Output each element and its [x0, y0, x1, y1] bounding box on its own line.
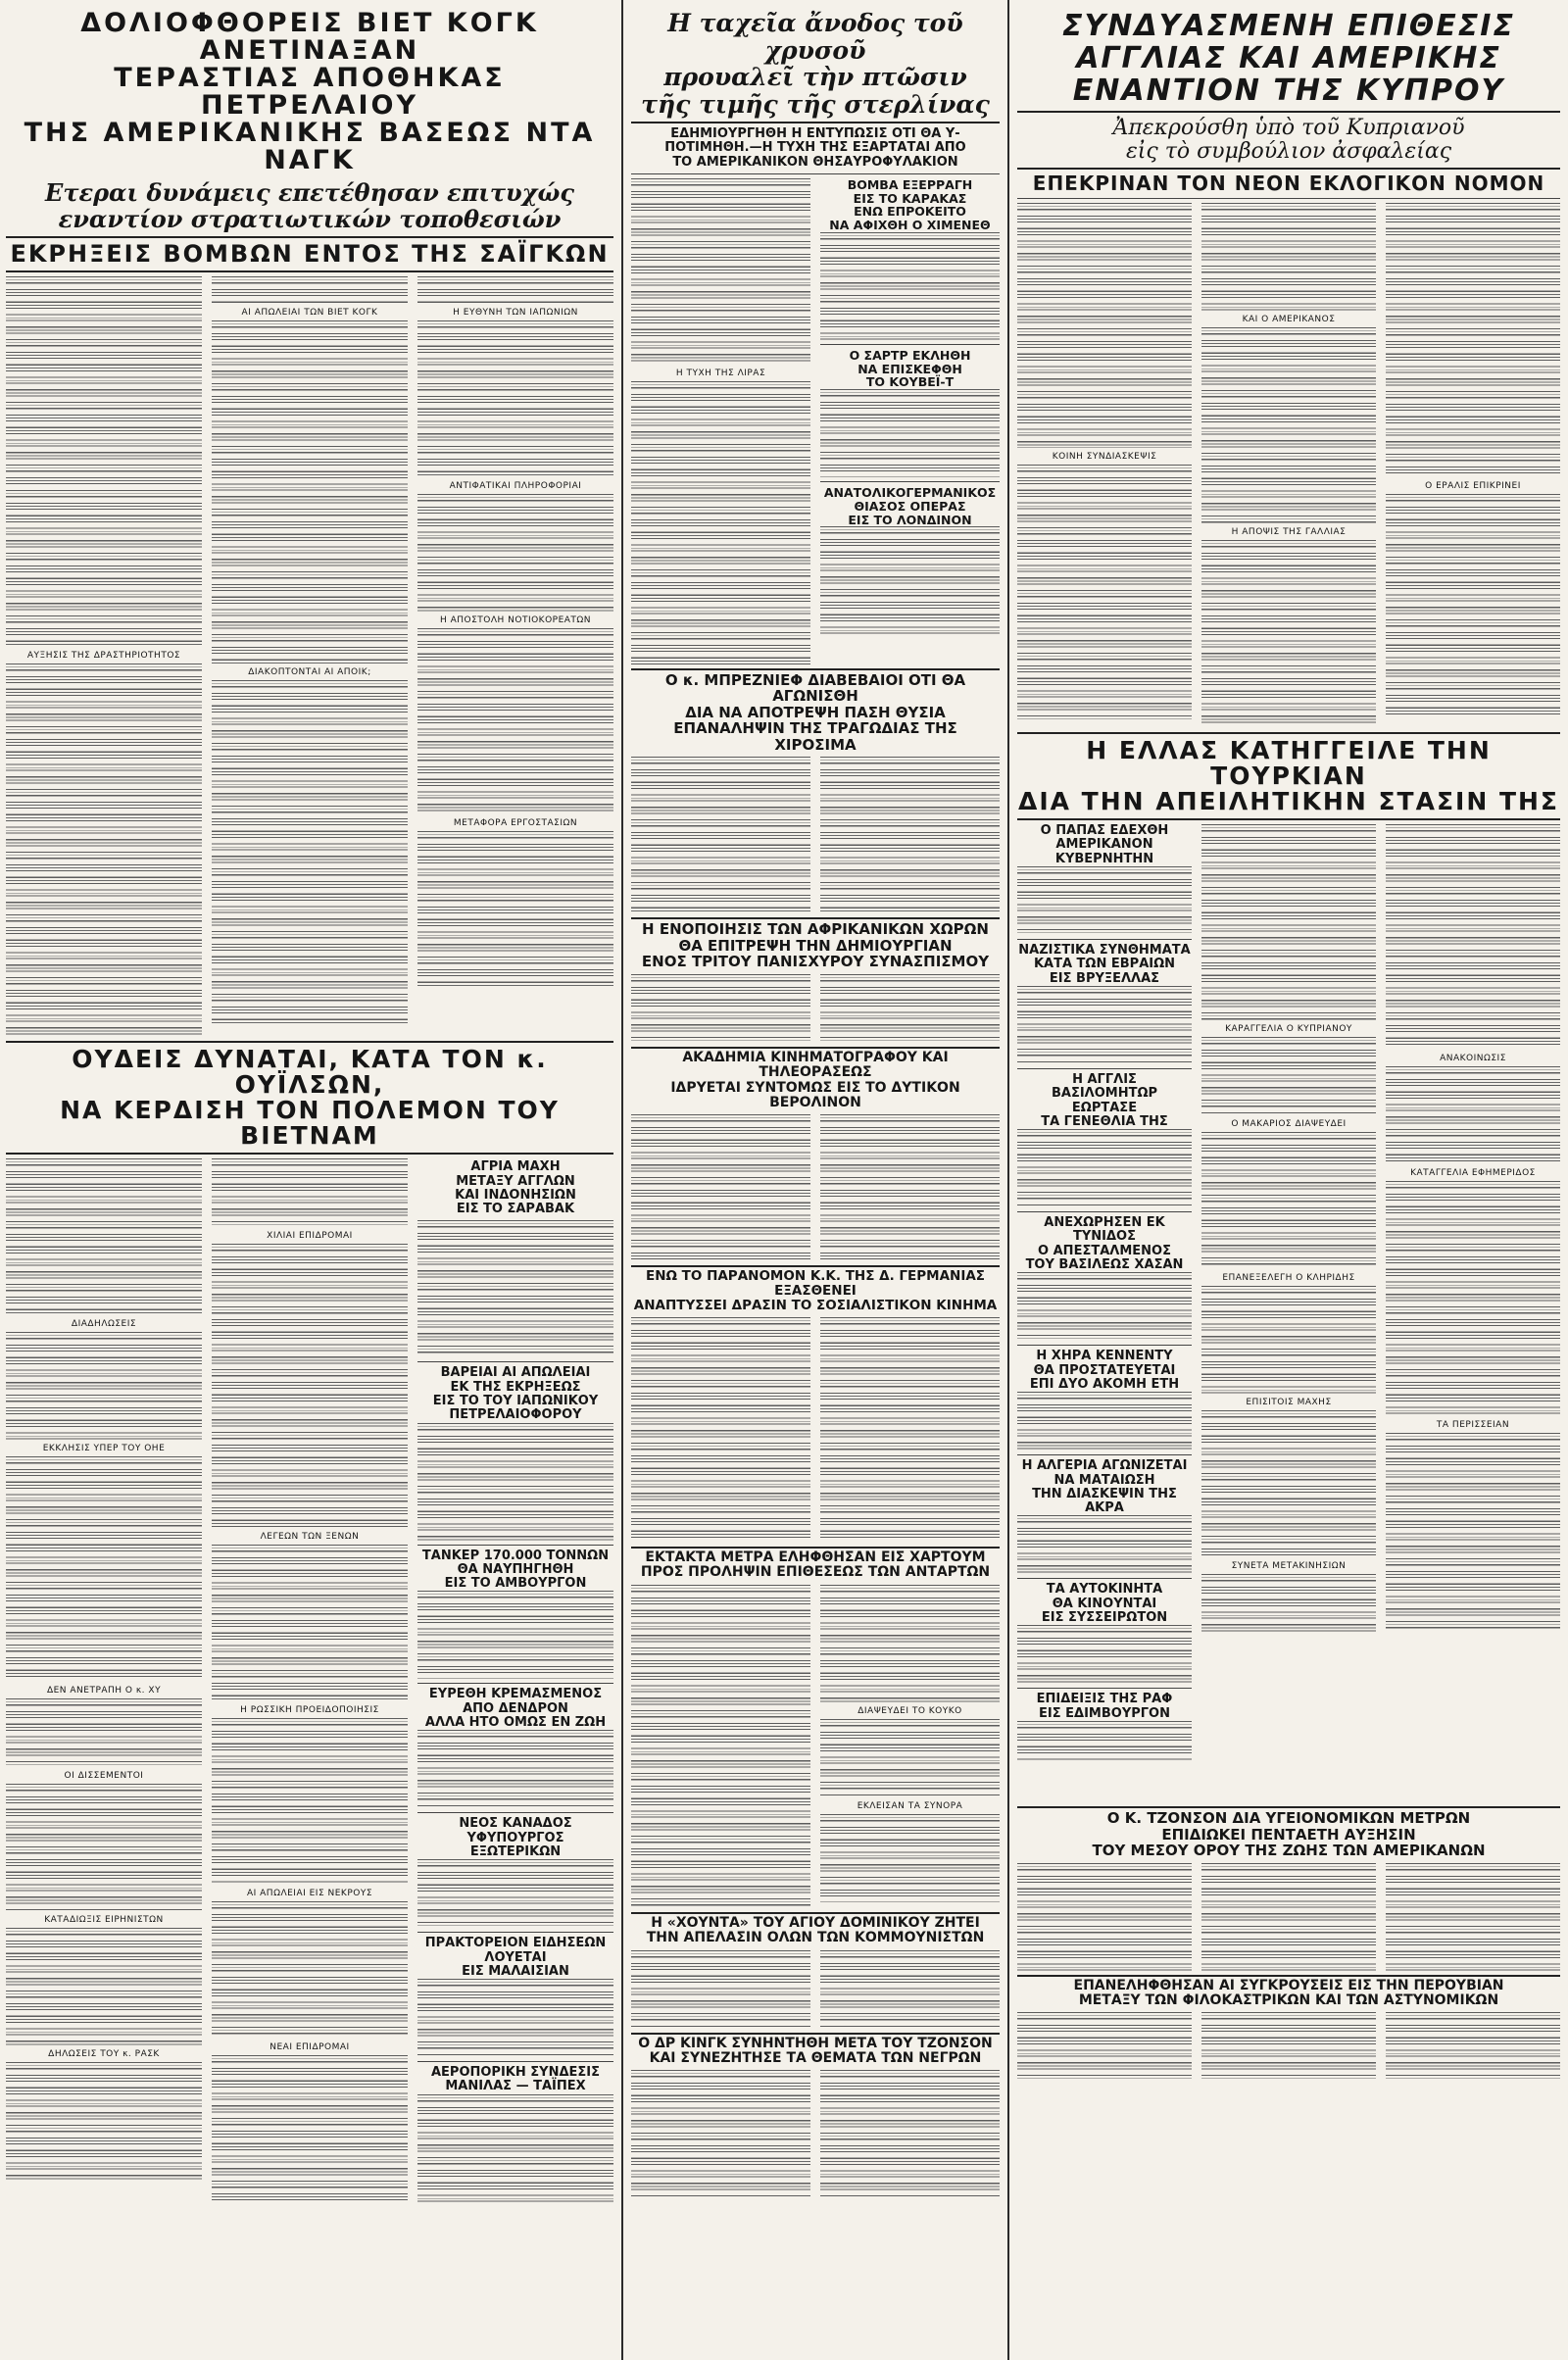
box-headline: ΚΥΒΕΡΝΗΤΗΝ: [1054, 851, 1154, 866]
section-subhead: ΑΙ ΑΠΩΛΕΙΑΙ ΕΙΣ ΝΕΚΡΟΥΣ: [246, 1889, 373, 1899]
body-text-block: [1386, 1863, 1560, 1971]
column-right: [1013, 0, 1564, 2360]
box-headline: ΕΝΩ ΕΠΡΟΚΕΙΤΟ: [854, 204, 966, 220]
body-text-block: [6, 1698, 202, 1767]
body-text-block: [631, 1114, 810, 1261]
headline-line: Ο κ. ΜΠΡΕΖΝΙΕΦ ΔΙΑΒΕΒΑΙΟΙ ΟΤΙ ΘΑ ΑΓΩΝΙΣΘΗ: [664, 670, 966, 706]
box-sartre: [820, 349, 1000, 389]
headline-line: ΚΑΙ ΣΥΝΕΖΗΤΗΣΕ ΤΑ ΘΕΜΑΤΑ ΤΩΝ ΝΕΓΡΩΝ: [649, 2049, 982, 2066]
body-text-block: [1201, 824, 1376, 1020]
box-headline: ΝΑ ΜΑΤΑΙΩΣΗ: [1054, 1472, 1155, 1488]
section-subhead: ΚΑΡΑΓΓΕΛΙΑ Ο ΚΥΠΡΙΑΝΟΥ: [1225, 1024, 1352, 1035]
section-subhead: ΟΙ ΔΙΣΣΕΜΕΝΤΟΙ: [64, 1771, 144, 1782]
headline-line: ΑΚΑΔΗΜΙΑ ΚΙΝΗΜΑΤΟΓΡΑΦΟΥ ΚΑΙ ΤΗΛΕΟΡΑΣΕΩΣ: [682, 1049, 949, 1081]
body-text-block: [417, 1591, 613, 1679]
body-text-block: [820, 526, 1000, 634]
section-subhead: Ο ΕΡΑΛΙΣ ΕΠΙΚΡΙΝΕΙ: [1425, 481, 1521, 492]
section-subhead: ΑΝΤΙΦΑΤΙΚΑΙ ΠΛΗΡΟΦΟΡΙΑΙ: [449, 481, 582, 492]
box-headline: Η ΑΓΓΛΙΣ ΒΑΣΙΛΟΜΗΤΩΡ: [1051, 1071, 1158, 1102]
body-text-block: [820, 1950, 1000, 2029]
box-headline: ΜΕΤΑΞΥ ΑΓΓΛΩΝ: [456, 1173, 575, 1189]
section-subhead: ΕΚΛΕΙΣΑΝ ΤΑ ΣΥΝΟΡΑ: [857, 1800, 963, 1811]
body-text-block: [631, 1950, 810, 2029]
body-text-block: [417, 1979, 613, 2057]
box-headline: ΕΩΡΤΑΣΕ: [1071, 1100, 1138, 1115]
box-kennedy-widow: [1017, 1350, 1192, 1392]
body-text-block: [1201, 1863, 1376, 1971]
section-subhead: ΔΙΑΚΟΠΤΟΝΤΑΙ ΑΙ ΑΠΟΙΚ;: [248, 667, 371, 678]
box-headline: ΑΛΛΑ ΗΤΟ ΟΜΩΣ ΕΝ ΖΩΗ: [424, 1715, 607, 1731]
headline-line: ΑΝΑΠΤΥΣΣΕΙ ΔΡΑΣΙΝ ΤΟ ΣΟΣΙΑΛΙΣΤΙΚΟΝ ΚΙΝΗΜΑ: [633, 1298, 998, 1314]
body-text-block: [1386, 1433, 1560, 1629]
section-subhead: Ο ΜΑΚΑΡΙΟΣ ΔΙΑΨΕΥΔΕΙ: [1231, 1119, 1347, 1130]
body-text-block: [1386, 494, 1560, 719]
body-text-block: [212, 2055, 408, 2202]
body-text-block: [1017, 866, 1192, 935]
box-queen-mother: [1017, 1073, 1192, 1129]
body-text-block: [6, 276, 202, 484]
section-subhead: ΧΙΛΙΑΙ ΕΠΙΔΡΟΜΑΙ: [267, 1231, 353, 1242]
body-text-block: [1017, 1272, 1192, 1341]
body-text-block: [631, 381, 810, 665]
box-headline: ΜΑΝΙΛΑΣ — ΤΑΪΠΕΧ: [445, 2079, 586, 2094]
article-german-socialism: [627, 1267, 1004, 1543]
article-brezhnev: [627, 670, 1004, 914]
box-headline: ΘΙΑΣΟΣ ΟΠΕΡΑΣ: [854, 498, 966, 514]
body-text-block: [1201, 540, 1376, 726]
headline-line: ΔΙΑ ΤΗΝ ΑΠΕΙΛΗΤΙΚΗΝ ΣΤΑΣΙΝ ΤΗΣ: [1017, 787, 1560, 816]
body-text-block: [820, 1114, 1000, 1261]
article-king: [627, 2035, 1004, 2198]
box-headline: ΚΑΙ ΙΝΔΟΝΗΣΙΩΝ: [455, 1187, 576, 1203]
headline-line: ΕΝΩ ΤΟ ΠΑΡΑΝΟΜΟΝ Κ.Κ. ΤΗΣ Δ. ΓΕΡΜΑΝΙΑΣ ΕΞΑΣΘΕΝΕΙ: [645, 1268, 986, 1300]
box-headline: ΤΟ ΚΟΥΒΕΪ-Τ: [865, 374, 955, 390]
headline-line: ΑΓΓΛΙΑΣ ΚΑΙ ΑΜΕΡΙΚΗΣ: [1076, 41, 1501, 75]
body-text-block: [631, 178, 810, 365]
box-headline: ΕΚ ΤΗΣ ΕΚΡΗΞΕΩΣ: [450, 1379, 581, 1395]
body-text-block: [212, 1545, 408, 1701]
section-subhead: ΚΑΙ Ο ΑΜΕΡΙΚΑΝΟΣ: [1242, 315, 1336, 325]
subheadline: ΕΚΡΗΞΕΙΣ ΒΟΜΒΩΝ ΕΝΤΟΣ ΤΗΣ ΣΑΪΓΚΩΝ: [10, 240, 610, 269]
article-wilson: [2, 1043, 617, 2360]
body-text-block: [820, 232, 1000, 340]
article-peru: [1013, 1977, 1564, 2082]
headline-line: ΕΚΤΑΚΤΑ ΜΕΤΡΑ ΕΛΗΦΘΗΣΑΝ ΕΙΣ ΧΑΡΤΟΥΜ: [645, 1549, 986, 1565]
headline-line: ΙΔΡΥΕΤΑΙ ΣΥΝΤΟΜΩΣ ΕΙΣ ΤΟ ΔΥΤΙΚΟΝ ΒΕΡΟΛΙΝΟΝ: [670, 1079, 960, 1111]
body-text-block: [417, 1859, 613, 1928]
section-subhead: ΛΕΓΕΩΝ ΤΩΝ ΞΕΝΩΝ: [260, 1532, 360, 1543]
body-text-block: [820, 1317, 1000, 1543]
section-subhead: ΝΕΑΙ ΕΠΙΔΡΟΜΑΙ: [270, 2042, 350, 2053]
body-text-block: [417, 1423, 613, 1541]
box-headline: ΤΑ ΓΕΝΕΘΛΙΑ ΤΗΣ: [1041, 1113, 1168, 1129]
column-left: [2, 0, 617, 2360]
body-text-block: [1201, 2012, 1376, 2081]
box-headline: ΤΑΝΚΕΡ 170.000 ΤΟΝΝΩΝ: [421, 1548, 610, 1563]
subheadline: ΕΠΕΚΡΙΝΑΝ ΤΟΝ ΝΕΟΝ ΕΚΛΟΓΙΚΟΝ ΝΟΜΟΝ: [1032, 172, 1545, 196]
section-subhead: ΕΠΑΝΕΞΕΛΕΓΗ Ο ΚΛΗΡΙΔΗΣ: [1222, 1273, 1355, 1284]
body-text-block: [1386, 203, 1560, 477]
section-subhead: ΚΑΤΑΔΙΩΞΙΣ ΕΙΡΗΝΙΣΤΩΝ: [44, 1915, 164, 1926]
headline-line: Η ΕΛΛΑΣ ΚΑΤΗΓΓΕΙΛΕ ΤΗΝ ΤΟΥΡΚΙΑΝ: [1086, 736, 1492, 791]
body-text-block: [631, 1317, 810, 1543]
body-text-block: [417, 1220, 613, 1357]
section-subhead: ΚΟΙΝΗ ΣΥΝΔΙΑΣΚΕΨΙΣ: [1052, 452, 1157, 463]
section-subhead: ΕΚΚΛΗΣΙΣ ΥΠΕΡ ΤΟΥ ΟΗΕ: [42, 1444, 166, 1454]
body-text-block: [212, 276, 408, 304]
box-hanged-tree: [417, 1688, 613, 1730]
column-middle: [627, 0, 1004, 2360]
subheadline: ΕΔΗΜΙΟΥΡΓΗΘΗ Η ΕΝΤΥΠΩΣΙΣ ΟΤΙ ΘΑ Υ-: [670, 126, 960, 141]
section-subhead: ΔΕΝ ΑΝΕΤΡΑΠΗ Ο κ. ΧΥ: [46, 1686, 162, 1696]
body-text-block: [6, 490, 202, 647]
box-malaysia: [417, 1937, 613, 1979]
section-subhead: ΣΥΝΕΤΑ ΜΕΤΑΚΙΝΗΣΙΩΝ: [1231, 1561, 1347, 1572]
deck-line: Ετεραι δυνάμεις επετέθησαν επιτυχώς: [45, 178, 574, 208]
body-text-block: [1017, 986, 1192, 1064]
headline-line: ΕΠΑΝΕΛΗΦΘΗΣΑΝ ΑΙ ΣΥΓΚΡΟΥΣΕΙΣ ΕΙΣ ΤΗΝ ΠΕΡΟΥΒΙΑΝ: [1073, 1977, 1504, 1993]
body-text-block: [212, 1718, 408, 1885]
box-headline: ΑΕΡΟΠΟΡΙΚΗ ΣΥΝΔΕΣΙΣ: [430, 2065, 600, 2081]
box-headline: ΕΙΣ ΤΟ ΤΟΥ ΙΑΠΩΝΙΚΟΥ: [432, 1393, 599, 1408]
body-text-block: [1017, 2012, 1192, 2081]
box-headline: ΕΞΩΤΕΡΙΚΩΝ: [469, 1844, 562, 1859]
body-text-block: [212, 320, 408, 664]
headline-line: Η ΕΝΟΠΟΙΗΣΙΣ ΤΩΝ ΑΦΡΙΚΑΝΙΚΩΝ ΧΩΡΩΝ: [642, 920, 989, 939]
section-subhead: Η ΑΠΟΣΤΟΛΗ ΝΟΤΙΟΚΟΡΕΑΤΩΝ: [439, 615, 592, 626]
body-text-block: [1201, 1132, 1376, 1269]
headline-line: προυαλεῖ τὴν πτῶσιν: [663, 63, 967, 91]
body-text-block: [212, 1244, 408, 1528]
box-headline: ΠΡΑΚΤΟΡΕΙΟΝ ΕΙΔΗΣΕΩΝ: [424, 1936, 607, 1951]
article-cyprus: [1013, 0, 1564, 732]
box-headline: ΕΙΣ ΕΔΙΜΒΟΥΡΓΟΝ: [1039, 1705, 1170, 1721]
body-text-block: [1386, 824, 1560, 1050]
body-text-block: [417, 831, 613, 988]
body-text-block: [417, 1730, 613, 1808]
body-text-block: [417, 2094, 613, 2202]
box-headline: Ο ΠΑΠΑΣ ΕΔΕΧΘΗ: [1040, 823, 1169, 839]
headline-line: ΜΕΤΑΞΥ ΤΩΝ ΦΙΛΟΚΑΣΤΡΙΚΩΝ ΚΑΙ ΤΩΝ ΑΣΤΥΝΟΜΙΚΩΝ: [1078, 1992, 1499, 2009]
box-headline: ΤΗΝ ΔΙΑΣΚΕΨΙΝ ΤΗΣ ΑΚΡΑ: [1032, 1486, 1177, 1516]
headline-line: ΠΡΟΣ ΠΡΟΛΗΨΙΝ ΕΠΙΘΕΣΕΩΣ ΤΩΝ ΑΝΤΑΡΤΩΝ: [640, 1564, 991, 1581]
article-vietcong: [2, 0, 617, 1041]
body-text-block: [631, 757, 810, 913]
box-headline: Η ΑΛΓΕΡΙΑ ΑΓΩΝΙΖΕΤΑΙ: [1021, 1458, 1188, 1474]
body-text-block: [417, 494, 613, 612]
subheadline: ΤΟ ΑΜΕΡΙΚΑΝΙΚΟΝ ΘΗΣΑΥΡΟΦΥΛΑΚΙΟΝ: [672, 154, 958, 170]
body-text-block: [820, 757, 1000, 913]
box-caracas: [820, 178, 1000, 232]
article-gold: [627, 0, 1004, 668]
box-headline: ΝΑ ΕΠΙΣΚΕΦΘΗ: [858, 361, 962, 376]
box-headline: ΕΥΡΕΘΗ ΚΡΕΜΑΣΜΕΝΟΣ: [428, 1687, 603, 1702]
headline-line: Η «ΧΟΥΝΤΑ» ΤΟΥ ΑΓΙΟΥ ΔΟΜΙΝΙΚΟΥ ΖΗΤΕΙ: [651, 1914, 980, 1931]
box-headline: ΤΟΥ ΒΑΣΙΛΕΩΣ ΧΑΣΑΝ: [1025, 1257, 1184, 1273]
headline-line: Η ταχεῖα ἄνοδος τοῦ χρυσοῦ: [667, 9, 963, 65]
body-text-block: [1017, 465, 1192, 719]
body-text-block: [1017, 1392, 1192, 1450]
section-subhead: ΔΙΑΔΗΛΩΣΕΙΣ: [71, 1319, 137, 1330]
box-headline: ΘΑ ΝΑΥΠΗΓΗΘΗ: [457, 1561, 574, 1577]
box-canada: [417, 1817, 613, 1859]
headline-line: ΘΑ ΕΠΙΤΡΕΨΗ ΤΗΝ ΔΗΜΙΟΥΡΓΙΑΝ: [678, 936, 953, 955]
box-headline: ΘΑ ΚΙΝΟΥΝΤΑΙ: [1052, 1596, 1157, 1611]
deck-line: εἰς τὸ συμβούλιον ἀσφαλείας: [1125, 139, 1452, 165]
body-text-block: [417, 276, 613, 304]
body-text-block: [6, 1158, 202, 1315]
box-headline: ΠΕΤΡΕΛΑΙΟΦΟΡΟΥ: [449, 1407, 582, 1423]
article-film-academy: [627, 1049, 1004, 1262]
headline-line: ΤΟΥ ΜΕΣΟΥ ΟΡΟΥ ΤΗΣ ΖΩΗΣ ΤΩΝ ΑΜΕΡΙΚΑΝΩΝ: [1092, 1842, 1486, 1860]
body-text-block: [820, 1814, 1000, 1902]
body-text-block: [6, 1456, 202, 1682]
box-headline: ΝΑ ΑΦΙΧΘΗ Ο ΧΙΜΕΝΕΘ: [829, 218, 991, 233]
box-cars: [1017, 1583, 1192, 1625]
body-text-block: [1201, 327, 1376, 523]
box-headline: ΕΙΣ ΤΟ ΣΑΡΑΒΑΚ: [456, 1202, 575, 1217]
box-headline: ΝΑΖΙΣΤΙΚΑ ΣΥΝΘΗΜΑΤΑ: [1018, 943, 1191, 959]
box-tunis: [1017, 1216, 1192, 1272]
subheadline: ΠΟΤΙΜΗΘΗ.—Η ΤΥΧΗ ΤΗΣ ΕΞΑΡΤΑΤΑΙ ΑΠΟ: [664, 140, 966, 156]
box-headline: ΕΙΣ ΒΡΥΞΕΛΛΑΣ: [1049, 970, 1160, 986]
body-text-block: [1017, 1863, 1192, 1971]
box-headline: ΛΟΥΕΤΑΙ: [484, 1949, 547, 1965]
body-text-block: [631, 974, 810, 1043]
headline-line: ΟΥΔΕΙΣ ΔΥΝΑΤΑΙ, ΚΑΤΑ ΤΟΝ κ. ΟΥΪΛΣΩΝ,: [72, 1045, 548, 1100]
box-headline: ΕΙΣ ΣΥΣΣΕΙΡΩΤΟΝ: [1041, 1610, 1168, 1625]
box-brussels: [1017, 944, 1192, 986]
body-text-block: [631, 1585, 810, 1908]
box-headline: ΕΠΙΔΕΙΞΙΣ ΤΗΣ ΡΑΦ: [1036, 1692, 1173, 1707]
section-subhead: ΜΕΤΑΦΟΡΑ ΕΡΓΟΣΤΑΣΙΩΝ: [453, 818, 578, 829]
body-text-block: [417, 628, 613, 814]
body-text-block: [1201, 1410, 1376, 1557]
body-text-block: [820, 1719, 1000, 1797]
body-text-block: [1386, 1181, 1560, 1416]
headline-line: ΕΠΙΔΙΩΚΕΙ ΠΕΝΤΑΕΤΗ ΑΥΞΗΣΙΝ: [1161, 1825, 1416, 1844]
box-manila: [417, 2066, 613, 2094]
section-subhead: ΤΑ ΠΕΡΙΣΣΕΙΑΝ: [1436, 1420, 1510, 1431]
article-africa: [627, 919, 1004, 1043]
section-subhead: ΑΙ ΑΠΩΛΕΙΑΙ ΤΩΝ ΒΙΕΤ ΚΟΓΚ: [241, 308, 378, 319]
body-text-block: [1386, 1066, 1560, 1164]
headline-line: τῆς τιμῆς τῆς στερλίνας: [641, 89, 990, 119]
box-headline: ΥΦΥΠΟΥΡΓΟΣ: [466, 1830, 564, 1845]
body-text-block: [820, 974, 1000, 1043]
headline-line: ΕΝΑΝΤΙΟΝ ΤΗΣ ΚΥΠΡΟΥ: [1072, 74, 1505, 108]
box-headline: ΘΑ ΠΡΟΣΤΑΤΕΥΕΤΑΙ: [1033, 1362, 1176, 1378]
box-headline: ΑΜΕΡΙΚΑΝΟΝ: [1055, 837, 1153, 853]
headline-line: ΕΠΑΝΑΛΗΨΙΝ ΤΗΣ ΤΡΑΓΩΔΙΑΣ ΤΗΣ ΧΙΡΟΣΙΜΑ: [673, 719, 957, 754]
box-headline: ΑΓΡΙΑ ΜΑΧΗ: [470, 1159, 561, 1175]
headline-line: ΝΑ ΚΕΡΔΙΣΗ ΤΟΝ ΠΟΛΕΜΟΝ ΤΟΥ ΒΙΕΤΝΑΜ: [60, 1096, 560, 1151]
box-headline: ΒΟΜΒΑ ΕΞΕΡΡΑΓΗ: [847, 176, 973, 192]
body-text-block: [6, 1332, 202, 1440]
box-headline: ΑΝΕΧΩΡΗΣΕΝ ΕΚ ΤΥΝΙΔΟΣ: [1044, 1215, 1165, 1245]
headline-line: ΕΝΟΣ ΤΡΙΤΟΥ ΠΑΝΙΣΧΥΡΟΥ ΣΥΝΑΣΠΙΣΜΟΥ: [641, 953, 990, 971]
headline-line: Ο Κ. ΤΖΟΝΣΟΝ ΔΙΑ ΥΓΕΙΟΝΟΜΙΚΩΝ ΜΕΤΡΩΝ: [1106, 1809, 1471, 1828]
headline-line: ΔΟΛΙΟΦΘΟΡΕΙΣ ΒΙΕΤ ΚΟΓΚ ΑΝΕΤΙΝΑΞΑΝ: [80, 8, 539, 67]
headline-line: Ο ΔΡ ΚΙΝΓΚ ΣΥΝΗΝΤΗΘΗ ΜΕΤΑ ΤΟΥ ΤΖΟΝΣΟΝ: [638, 2035, 993, 2051]
section-subhead: Η ΤΥΧΗ ΤΗΣ ΛΙΡΑΣ: [675, 368, 766, 378]
box-japanese-tanker: [417, 1366, 613, 1422]
body-text-block: [1201, 1574, 1376, 1633]
body-text-block: [1201, 203, 1376, 311]
column-rule: [621, 0, 623, 2360]
box-headline: ΒΑΡΕΙΑΙ ΑΙ ΑΠΩΛΕΙΑΙ: [440, 1365, 591, 1381]
body-text-block: [1017, 1721, 1192, 1760]
box-opera: [820, 486, 1000, 526]
body-text-block: [212, 1901, 408, 2039]
body-text-block: [1017, 1625, 1192, 1684]
headline-line: ΤΗΝ ΑΠΕΛΑΣΙΝ ΟΛΩΝ ΤΩΝ ΚΟΜΜΟΥΝΙΣΤΩΝ: [646, 1930, 985, 1946]
section-subhead: ΕΠΙΣΙΤΟΙΣ ΜΑΧΗΣ: [1246, 1398, 1332, 1408]
box-headline: Ο ΑΠΕΣΤΑΛΜΕΝΟΣ: [1038, 1243, 1171, 1258]
section-subhead: Η ΑΠΟΨΙΣ ΤΗΣ ΓΑΛΛΙΑΣ: [1231, 527, 1347, 538]
body-text-block: [820, 389, 1000, 477]
box-headline: Η ΧΗΡΑ ΚΕΝΝΕΝΤΥ: [1036, 1349, 1173, 1364]
body-text-block: [1386, 2012, 1560, 2081]
box-headline: ΕΙΣ ΤΟ ΚΑΡΑΚΑΣ: [853, 190, 967, 206]
body-text-block: [820, 1585, 1000, 1702]
box-headline: ΑΝΑΤΟΛΙΚΟΓΕΡΜΑΝΙΚΟΣ: [823, 485, 997, 501]
box-sarawak: [417, 1160, 613, 1216]
body-text-block: [212, 1158, 408, 1227]
box-headline: ΝΕΟΣ ΚΑΝΑΔΟΣ: [459, 1816, 572, 1832]
box-headline: ΕΠΙ ΔΥΟ ΑΚΟΜΗ ΕΤΗ: [1029, 1376, 1180, 1392]
section-subhead: ΔΗΛΩΣΕΙΣ ΤΟΥ κ. ΡΑΣΚ: [48, 2049, 160, 2060]
body-text-block: [1017, 1129, 1192, 1207]
box-headline: ΕΙΣ ΜΑΛΑΙΣΙΑΝ: [462, 1963, 569, 1979]
article-dominican: [627, 1914, 1004, 2029]
section-subhead: ΑΝΑΚΟΙΝΩΣΙΣ: [1440, 1054, 1506, 1064]
box-headline: ΕΙΣ ΤΟ ΛΟΝΔΙΝΟΝ: [848, 512, 972, 527]
box-tanker-hamburg: [417, 1549, 613, 1592]
section-subhead: ΚΑΤΑΓΓΕΛΙΑ ΕΦΗΜΕΡΙΔΟΣ: [1410, 1168, 1536, 1179]
deck-line: Ἀπεκρούσθη ὑπὸ τοῦ Κυπριανοῦ: [1112, 116, 1465, 140]
body-text-block: [6, 1928, 202, 2045]
box-headline: ΤΑ ΑΥΤΟΚΙΝΗΤΑ: [1046, 1582, 1163, 1598]
article-greece-turkey: [1013, 734, 1564, 1804]
body-text-block: [6, 2062, 202, 2180]
headline-line: ΤΗΣ ΑΜΕΡΙΚΑΝΙΚΗΣ ΒΑΣΕΩΣ ΝΤΑ ΝΑΓΚ: [24, 118, 596, 176]
body-text-block: [417, 320, 613, 477]
box-headline: Ο ΣΑΡΤΡ ΕΚΛΗΘΗ: [849, 347, 971, 363]
body-text-block: [1201, 1037, 1376, 1115]
box-headline: ΚΑΤΑ ΤΩΝ ΕΒΡΑΙΩΝ: [1033, 957, 1176, 972]
column-rule: [1007, 0, 1009, 2360]
body-text-block: [6, 1784, 202, 1911]
body-text-block: [1201, 1286, 1376, 1394]
body-text-block: [820, 2070, 1000, 2197]
section-subhead: Η ΕΥΘΥΝΗ ΤΩΝ ΙΑΠΩΝΙΩΝ: [453, 308, 578, 319]
box-headline: ΑΠΟ ΔΕΝΔΡΟΝ: [463, 1700, 568, 1716]
headline-line: ΔΙΑ ΝΑ ΑΠΟΤΡΕΨΗ ΠΑΣΗ ΘΥΣΙΑ: [685, 703, 946, 721]
section-subhead: ΑΥΞΗΣΙΣ ΤΗΣ ΔΡΑΣΤΗΡΙΟΤΗΤΟΣ: [26, 651, 181, 662]
article-johnson: [1013, 1808, 1564, 1971]
section-subhead: ΔΙΑΨΕΥΔΕΙ ΤΟ ΚΟΥΚΟ: [858, 1705, 962, 1716]
headline-line: ΣΥΝΔΥΑΣΜΕΝΗ ΕΠΙΘΕΣΙΣ: [1062, 9, 1515, 43]
box-algeria: [1017, 1459, 1192, 1515]
body-text-block: [6, 664, 202, 1036]
box-pope: [1017, 824, 1192, 866]
box-raf: [1017, 1693, 1192, 1721]
headline-line: ΤΕΡΑΣΤΙΑΣ ΑΠΟΘΗΚΑΣ ΠΕΤΡΕΛΑΙΟΥ: [114, 63, 506, 122]
body-text-block: [631, 2070, 810, 2197]
body-text-block: [1017, 203, 1192, 448]
body-text-block: [212, 680, 408, 1023]
deck-line: εναντίον στρατιωτικών τοποθεσιών: [58, 204, 562, 233]
section-subhead: Η ΡΩΣΣΙΚΗ ΠΡΟΕΙΔΟΠΟΙΗΣΙΣ: [240, 1705, 379, 1716]
article-khartoum: [627, 1549, 1004, 1908]
body-text-block: [1017, 1515, 1192, 1574]
box-headline: ΕΙΣ ΤΟ ΑΜΒΟΥΡΓΟΝ: [444, 1576, 587, 1592]
